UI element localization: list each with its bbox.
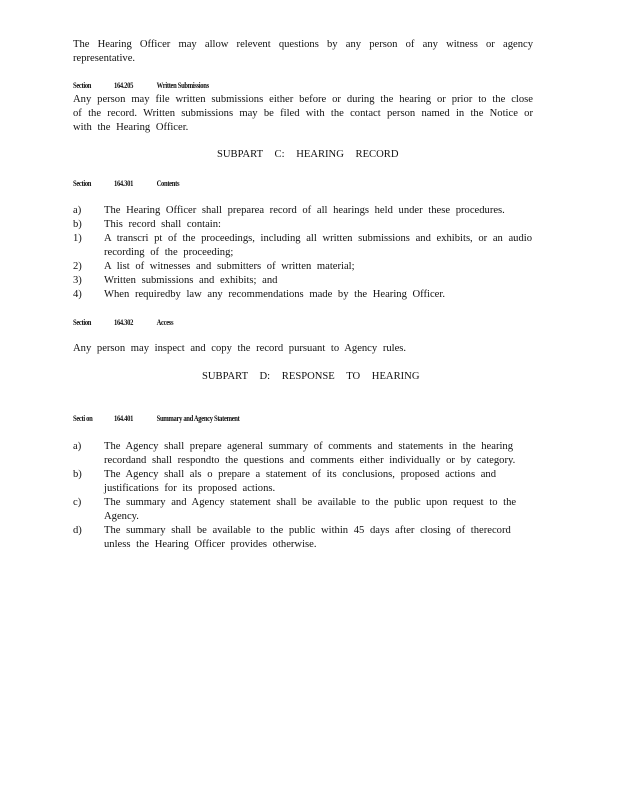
section-164-302-body: Any person may inspect and copy the record pursuant to Agency rules. — [73, 343, 407, 354]
section-title: Summary and Agency Statement — [156, 414, 240, 423]
list-item — [73, 232, 535, 260]
list-item — [73, 496, 535, 524]
section-number: 164.205 — [114, 81, 134, 90]
list-marker: d) — [73, 525, 82, 536]
list-item-text: Written submissions and exhibits; and — [104, 275, 278, 286]
list-marker: c) — [73, 497, 82, 508]
intro-paragraph: The Hearing Officer may allow relevent questions by any person of any witness or agency representative. — [73, 39, 533, 64]
list-marker: 3) — [73, 275, 82, 286]
section-label: Section — [73, 318, 92, 327]
list-item — [73, 218, 535, 232]
list-marker: b) — [73, 219, 82, 230]
section-label: Secti on — [73, 414, 93, 423]
list-marker: b) — [73, 469, 82, 480]
section-164-205-body: Any person may file written submissions either before or during the hearing or prior to the close of the record. Written submissions may be filed with the contact person named in the Notice or with the Hearing Officer. — [73, 94, 533, 133]
section-164-301-list — [73, 204, 535, 302]
list-item — [73, 260, 535, 274]
list-marker: 4) — [73, 289, 82, 300]
list-item — [73, 524, 535, 552]
section-number: 164.302 — [114, 318, 134, 327]
list-item — [73, 274, 535, 288]
section-heading-164-301 — [73, 179, 179, 189]
list-item-text: A list of witnesses and submitters of written material; — [104, 261, 355, 272]
section-number: 164.301 — [114, 179, 134, 188]
list-item-text: The summary and Agency statement shall be available to the public upon request to the Agency. — [104, 497, 517, 522]
section-label: Section — [73, 179, 92, 188]
list-item-text: The summary shall be available to the public within 45 days after closing of therecord unless the Hearing Officer provides otherwise. — [104, 525, 511, 550]
section-number: 164.401 — [114, 414, 134, 423]
section-title: Access — [156, 318, 174, 327]
section-164-401-list — [73, 440, 535, 552]
list-item-text: This record shall contain: — [104, 219, 221, 230]
section-label: Section — [73, 81, 92, 90]
list-item — [73, 204, 535, 218]
list-item-text: The Agency shall als o prepare a statement of its conclusions, proposed actions and justifications for its proposed actions. — [104, 469, 497, 494]
list-item-text: The Hearing Officer shall preparea record of all hearings held under these procedures. — [104, 205, 505, 216]
section-heading-164-401 — [73, 414, 239, 424]
list-item-text: When requiredby law any recommendations made by the Hearing Officer. — [104, 289, 445, 300]
list-marker: 1) — [73, 233, 82, 244]
section-heading-164-302 — [73, 318, 173, 328]
subpart-c-title: SUBPART C: HEARING RECORD — [217, 149, 399, 160]
list-marker: a) — [73, 205, 82, 216]
list-item — [73, 440, 535, 468]
section-title: Written Submissions — [156, 81, 209, 90]
list-item — [73, 468, 535, 496]
section-title: Contents — [156, 179, 180, 188]
subpart-d-title: SUBPART D: RESPONSE TO HEARING — [202, 371, 420, 382]
list-item — [73, 288, 535, 302]
list-item-text: A transcri pt of the proceedings, including all written submissions and exhibits, or an audio recording of the proceeding; — [104, 233, 533, 258]
list-item-text: The Agency shall prepare ageneral summary of comments and statements in the hearing recordand shall respondto the questions and comments either individually or by category. — [104, 441, 516, 466]
list-marker: 2) — [73, 261, 82, 272]
section-heading-164-205 — [73, 81, 209, 91]
list-marker: a) — [73, 441, 82, 452]
